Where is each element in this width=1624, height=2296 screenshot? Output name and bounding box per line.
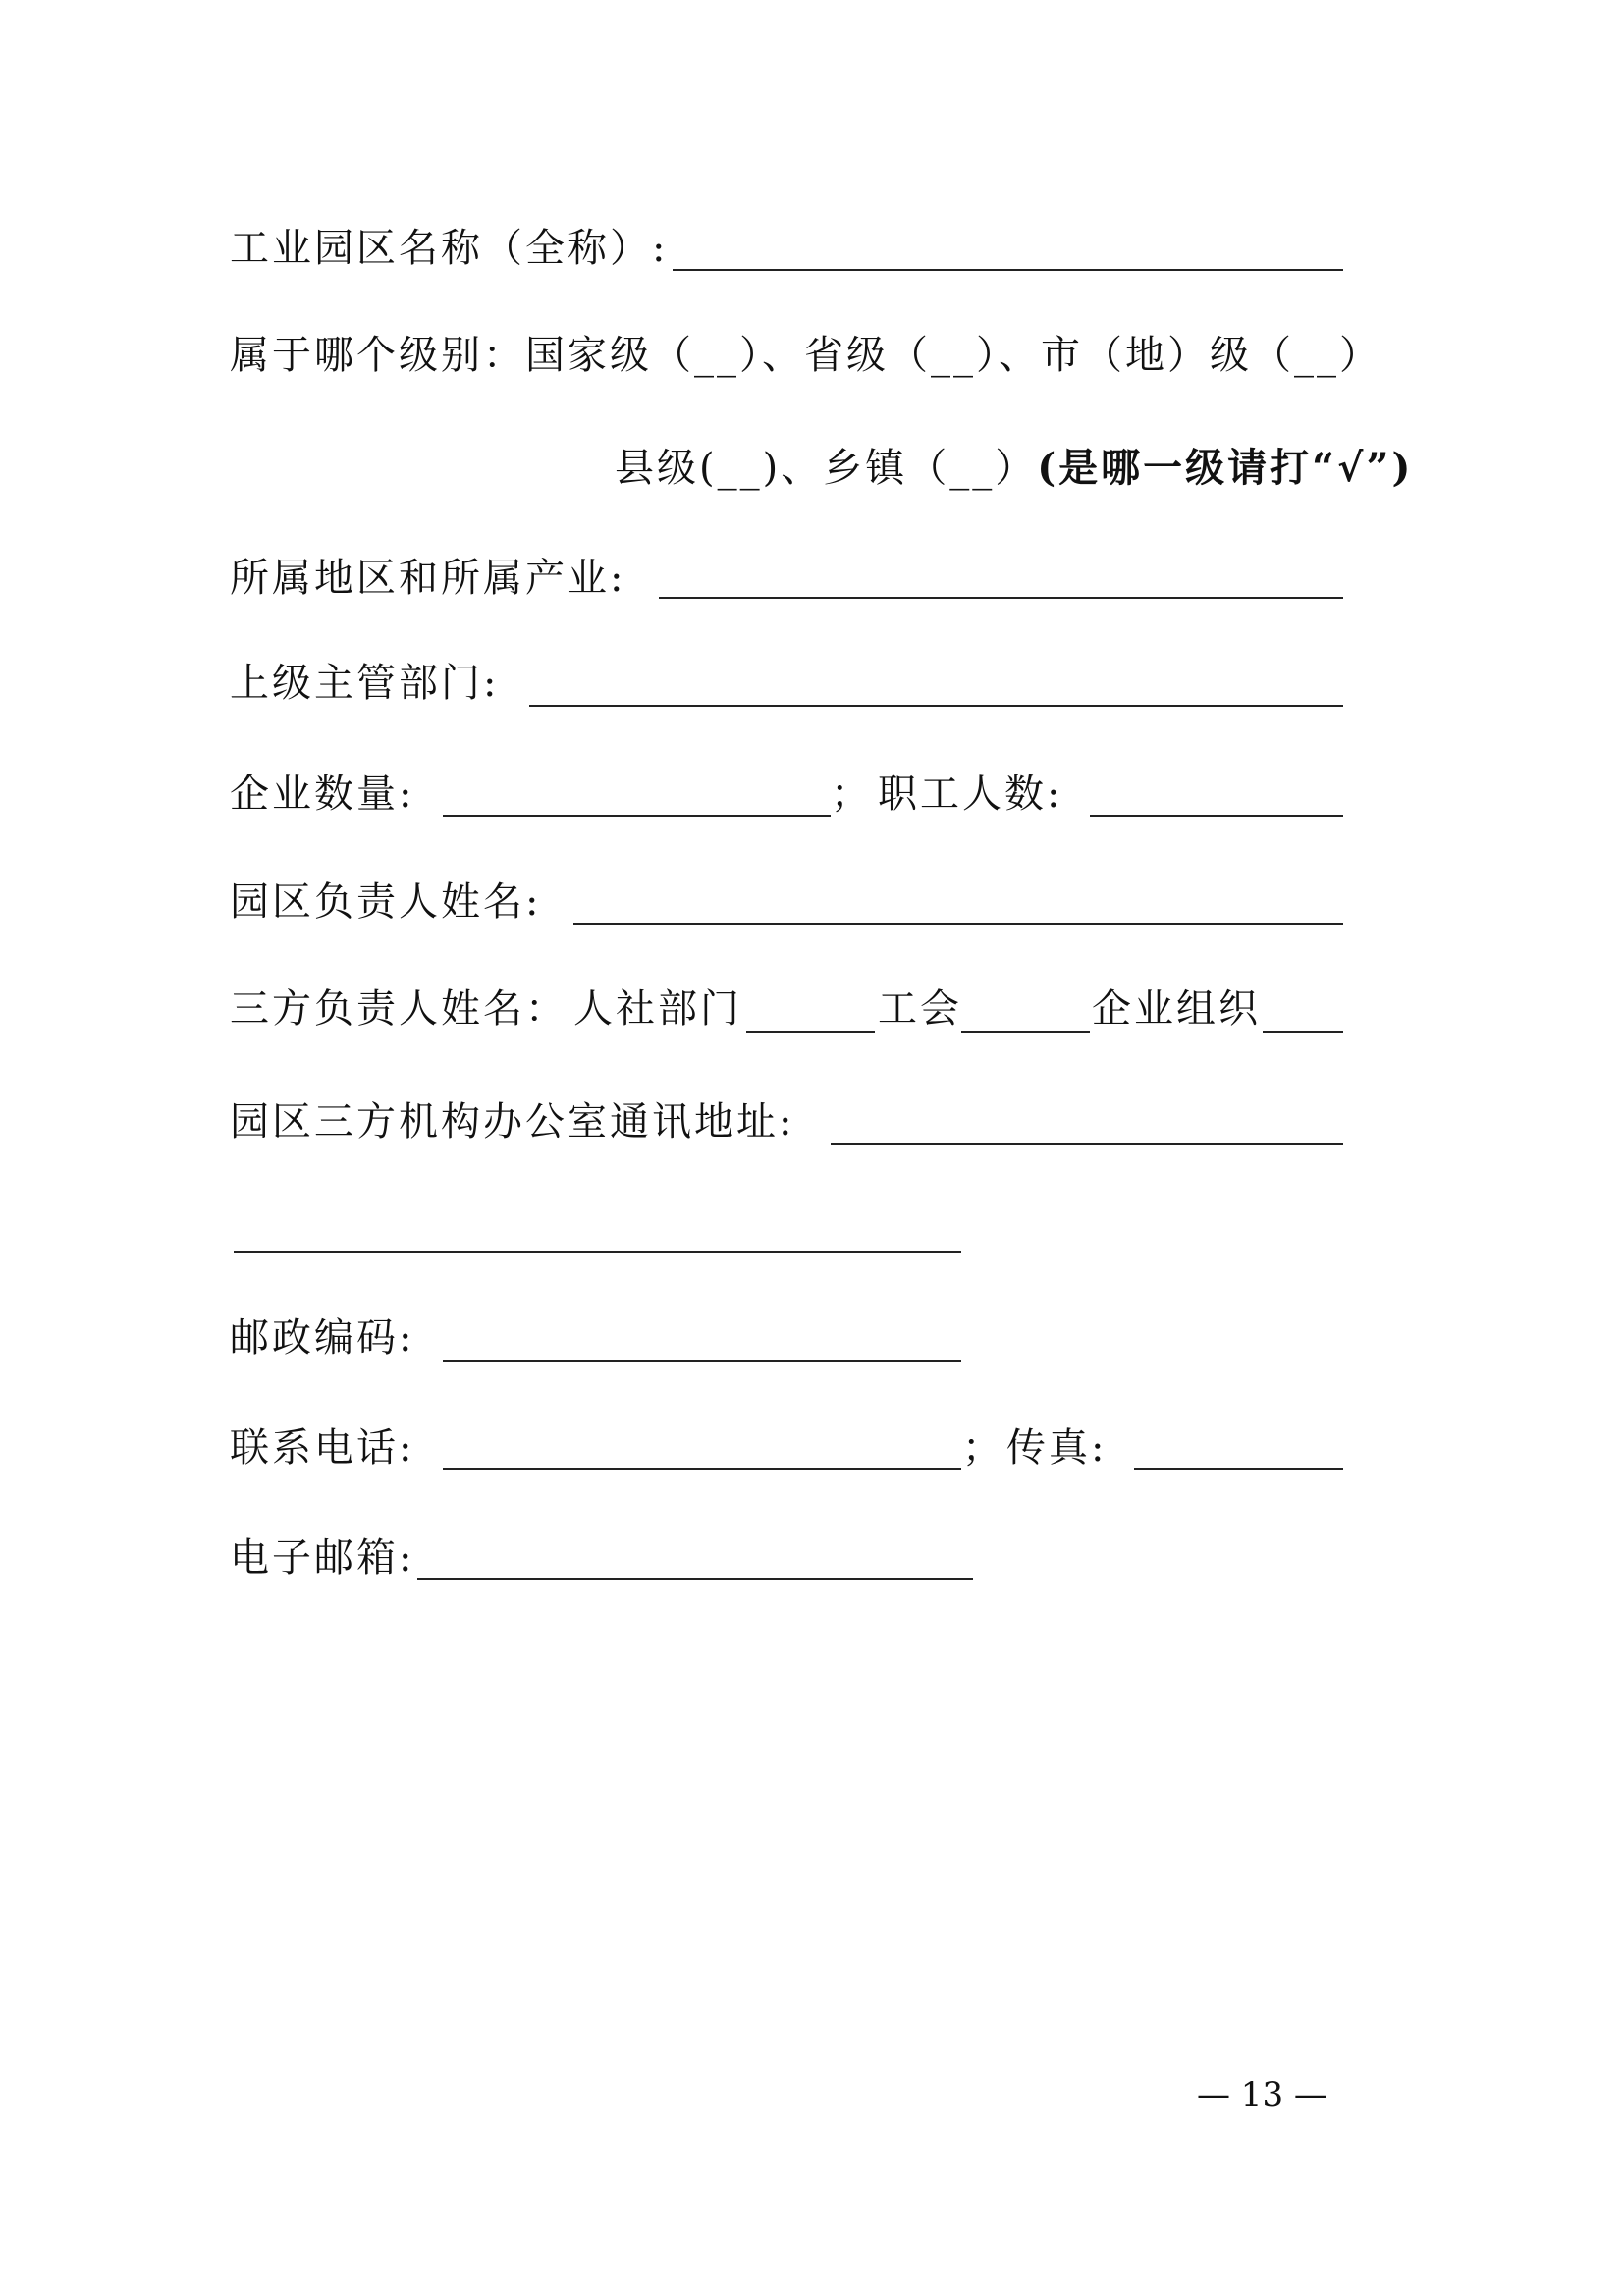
hr-label: 人社部门 [573, 987, 742, 1032]
level-instruction: (是哪一级请打“√”) [1037, 445, 1414, 491]
level-national-option[interactable]: 国家级（__）、 [525, 333, 804, 378]
fax-label: 传真: [1006, 1425, 1108, 1470]
park-name-label: 工业园区名称（全称）: [230, 226, 669, 271]
phone-field[interactable] [443, 1468, 961, 1470]
level-township-option[interactable]: 乡镇（__） [823, 446, 1038, 491]
level-county-option[interactable]: 县级(__)、 [615, 446, 824, 491]
level-line [230, 333, 1381, 378]
employee-count-label: 职工人数: [878, 772, 1063, 817]
level-city-option[interactable]: 市（地）级（__） [1041, 333, 1381, 378]
postcode-label: 邮政编码: [230, 1315, 415, 1361]
level-label: 属于哪个级别： [230, 333, 525, 378]
enterprise-org-label: 企业组织 [1092, 987, 1261, 1032]
phone-label: 联系电话: [230, 1425, 415, 1470]
email-label: 电子邮箱: [230, 1535, 415, 1580]
enterprise-org-field[interactable] [1263, 1031, 1343, 1033]
separator-2: ； [962, 1425, 1004, 1470]
level-provincial-option[interactable]: 省级（__）、 [804, 333, 1041, 378]
hr-field[interactable] [746, 1031, 875, 1033]
enterprise-count-label: 企业数量: [230, 772, 415, 817]
park-leader-field[interactable] [573, 923, 1343, 925]
region-industry-field[interactable] [659, 597, 1343, 599]
supervisor-label: 上级主管部门: [230, 661, 500, 706]
enterprise-count-field[interactable] [443, 815, 831, 817]
postcode-field[interactable] [443, 1360, 961, 1362]
region-industry-label: 所属地区和所属产业: [230, 556, 626, 601]
page-number: — 13 — [1197, 2075, 1327, 2114]
address-label: 园区三方机构办公室通讯地址: [230, 1099, 795, 1145]
email-field[interactable] [417, 1578, 973, 1580]
union-field[interactable] [961, 1031, 1090, 1033]
park-leader-label: 园区负责人姓名: [230, 880, 542, 925]
employee-count-field[interactable] [1090, 815, 1343, 817]
address-field-line-2[interactable] [234, 1251, 961, 1253]
union-label: 工会 [878, 987, 962, 1032]
fax-field[interactable] [1134, 1468, 1343, 1470]
supervisor-field[interactable] [529, 705, 1343, 707]
address-field[interactable] [831, 1143, 1343, 1145]
park-name-field[interactable] [673, 269, 1343, 271]
level-line-2 [615, 446, 1413, 491]
separator: ； [831, 772, 873, 817]
tripartite-label: 三方负责人姓名： [230, 987, 568, 1032]
